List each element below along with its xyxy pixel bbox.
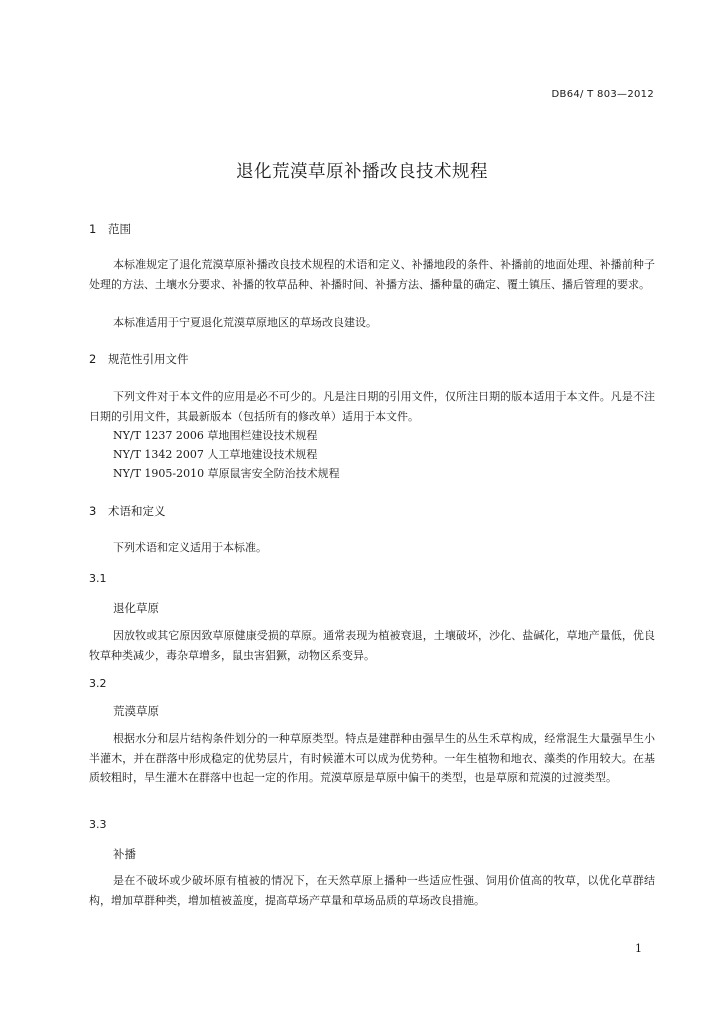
subsection-number: 3.2: [89, 677, 107, 690]
reference-item: NY/T 1342 2007 人工草地建设技术规程: [113, 448, 318, 461]
section-number: 3: [89, 504, 97, 518]
applicability-paragraph: 本标准适用于宁夏退化荒漠草原地区的草场改良建设。: [113, 316, 377, 329]
section-number: 2: [89, 352, 97, 366]
term-title: 退化草原: [113, 601, 159, 615]
section-2-heading: [89, 351, 189, 367]
subsection-number: 3.1: [89, 572, 107, 585]
term-title: 补播: [113, 847, 136, 861]
section-title: 术语和定义: [108, 504, 166, 518]
subsection-number: 3.3: [89, 818, 107, 831]
term-definition: 是在不破坏或少破坏原有植被的情况下，在天然草原上播种一些适应性强、饲用价值高的牧草，以优化草群结构，增加草群种类，增加植被盖度，提高草场产草量和草场品质的草场改良措施。: [89, 874, 655, 907]
document-title: 退化荒漠草原补播改良技术规程: [236, 162, 488, 182]
terms-intro-paragraph: 下列术语和定义适用于本标准。: [113, 541, 267, 554]
term-title: 荒漠草原: [113, 704, 159, 718]
normative-references-paragraph: 下列文件对于本文件的应用是必不可少的。凡是注日期的引用文件，仅所注日期的版本适用于本文件。凡是不注日期的引用文件，其最新版本（包括所有的修改单）适用于本文件。: [89, 390, 655, 423]
section-title: 范围: [108, 222, 131, 236]
page-number: 1: [635, 942, 642, 955]
section-title: 规范性引用文件: [108, 352, 189, 366]
section-1-heading: [89, 221, 131, 237]
section-number: 1: [89, 222, 97, 236]
term-definition: 根据水分和层片结构条件划分的一种草原类型。特点是建群种由强旱生的丛生禾草构成，经常混生大量强旱生小半灌木，并在群落中形成稳定的优势层片，有时候灌木可以成为优势种。一年生植物和地衣、藻类的作用较大。在基质较粗时，旱生灌木在群落中也起一定的作用。荒漠草原是草原中偏干的类型，也是草原和荒漠的过渡类型。: [89, 732, 655, 784]
section-3-heading: [89, 503, 166, 519]
term-definition: 因放牧或其它原因致草原健康受损的草原。通常表现为植被衰退，土壤破坏，沙化、盐碱化，草地产量低，优良牧草种类减少，毒杂草增多，鼠虫害猖獗，动物区系变异。: [89, 629, 655, 662]
document-number: DB64/ T 803—2012: [551, 89, 654, 100]
scope-paragraph: 本标准规定了退化荒漠草原补播改良技术规程的术语和定义、补播地段的条件、补播前的地面处理、补播前种子处理的方法、土壤水分要求、补播的牧草品种、补播时间、补播方法、播种量的确定、覆土镇压、播后管理的要求。: [89, 258, 655, 291]
reference-item: NY/T 1237 2006 草地围栏建设技术规程: [113, 429, 318, 442]
reference-item: NY/T 1905-2010 草原鼠害安全防治技术规程: [113, 467, 340, 480]
